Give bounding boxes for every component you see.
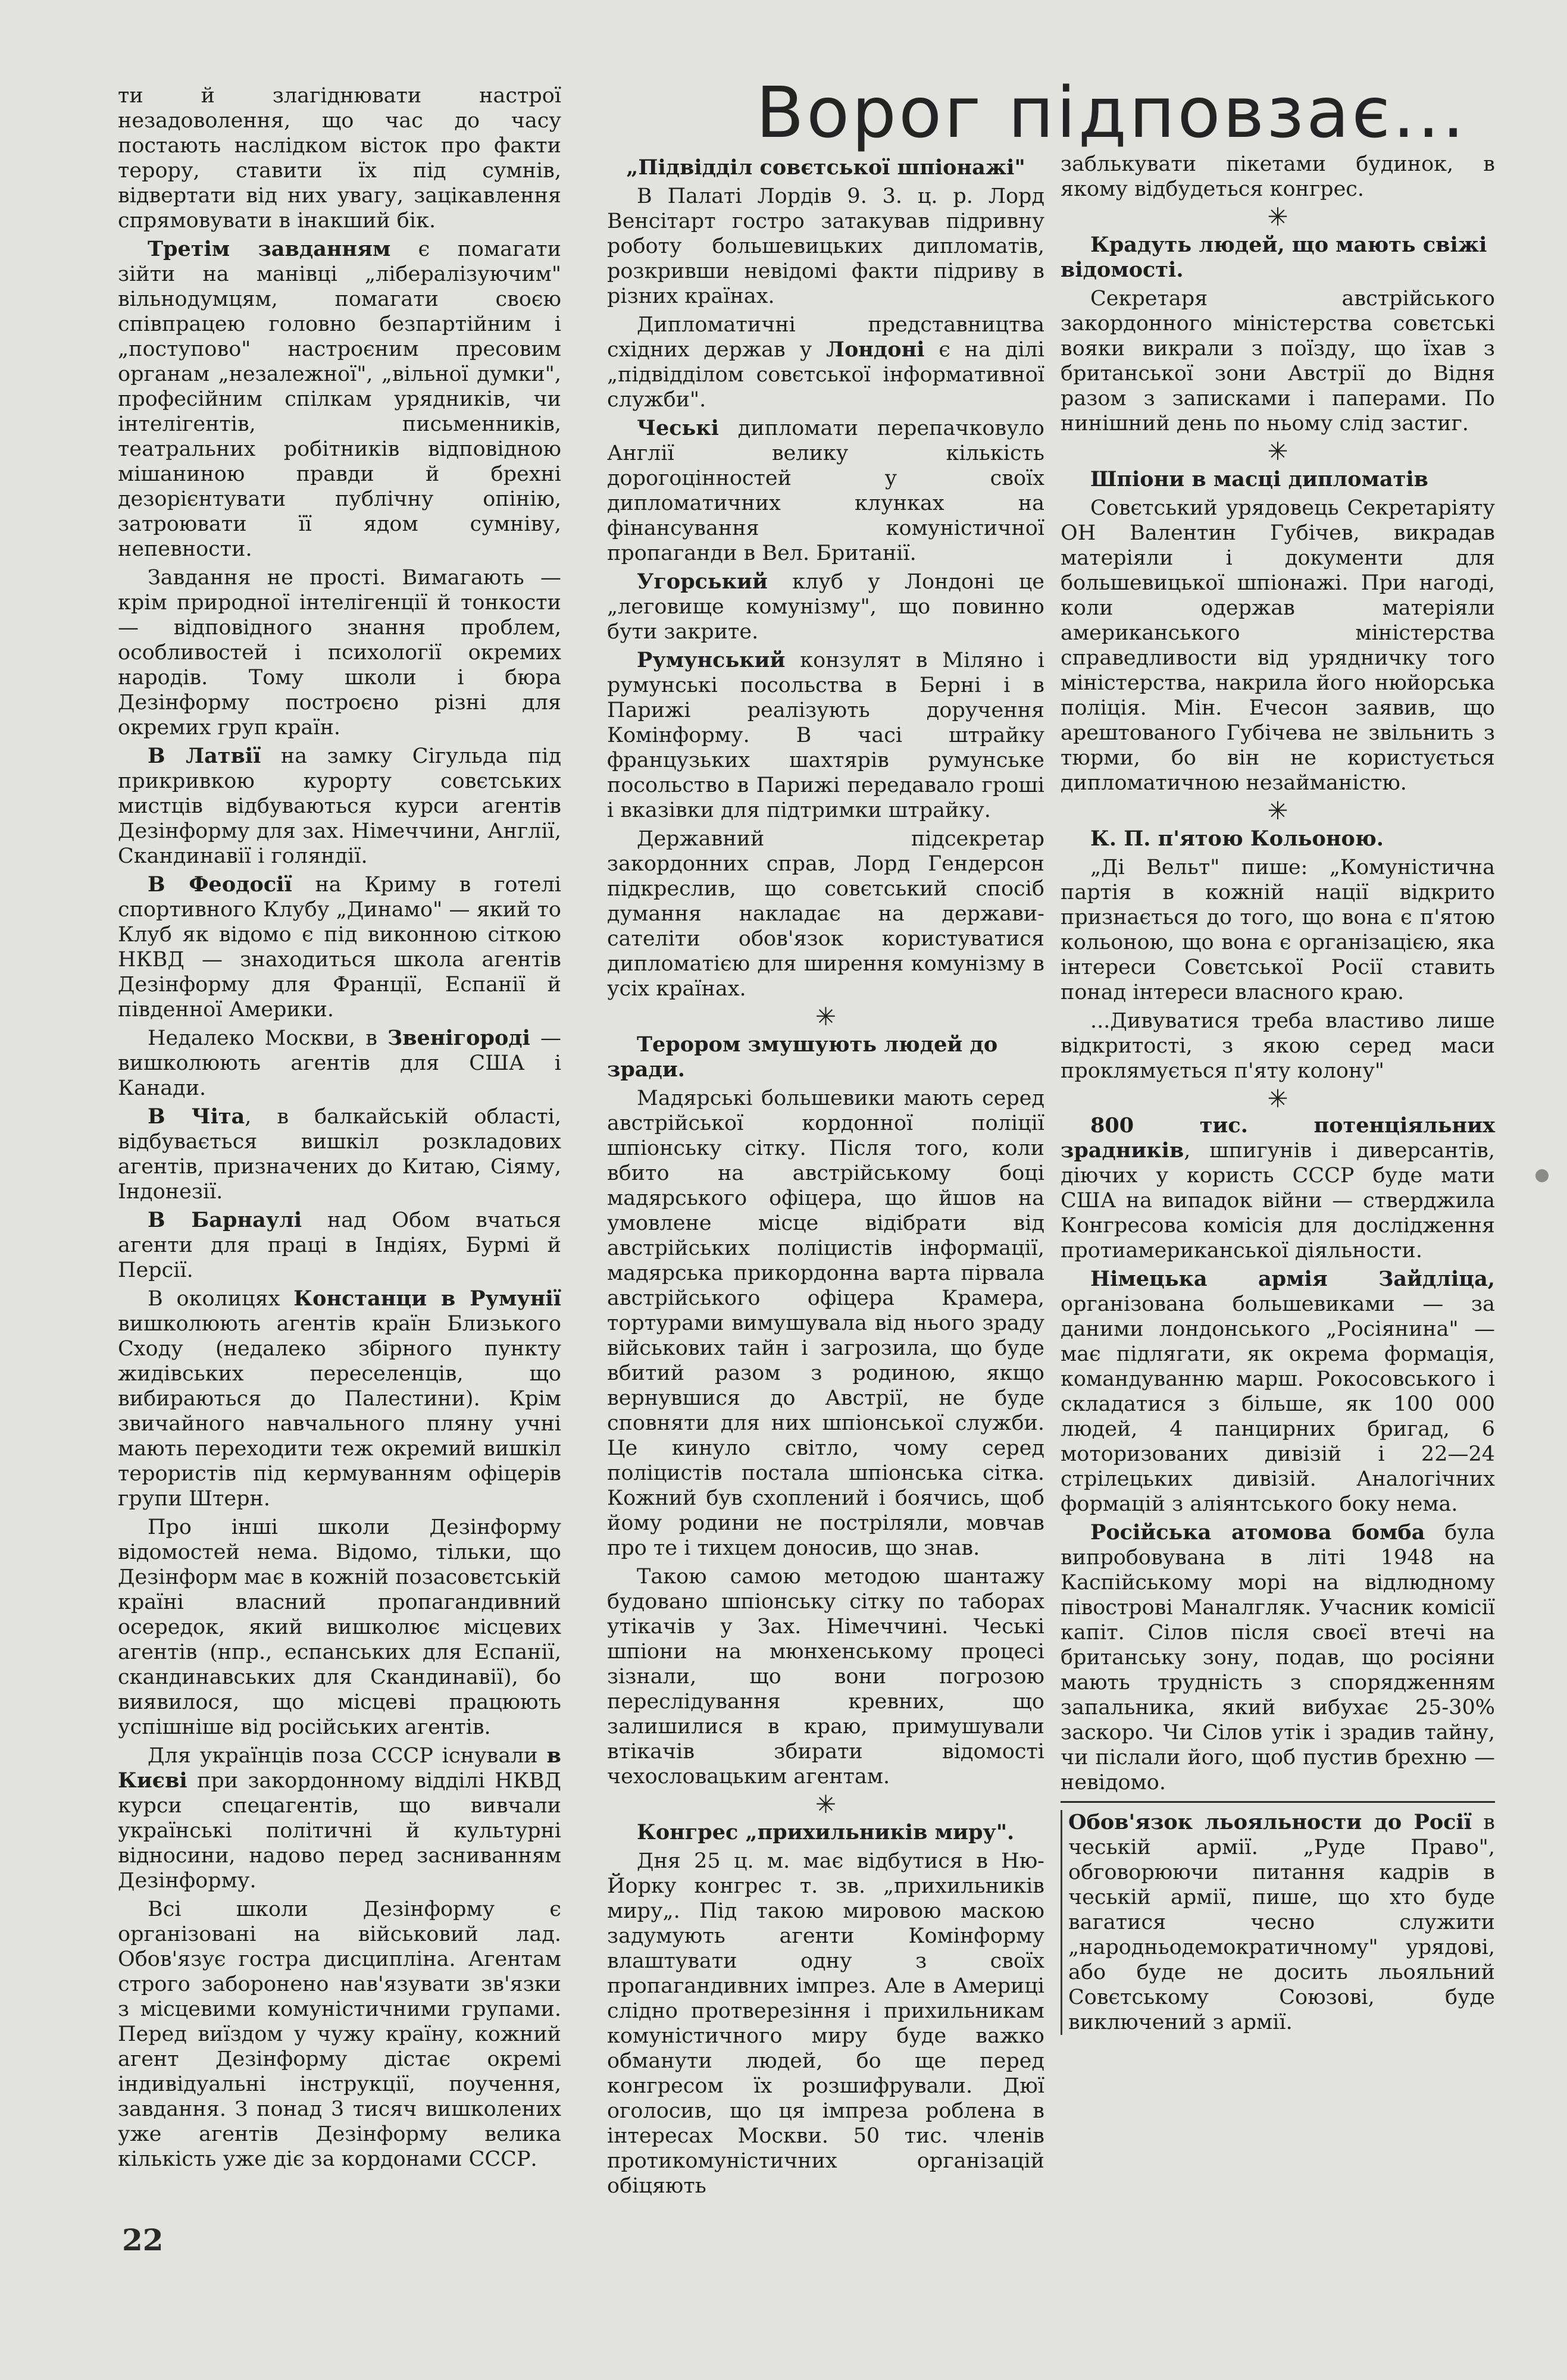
col3-paragraph <box>1061 1113 1495 1263</box>
col3-paragraph: заблькувати пікетами будинок, в якому відбудеться конгрес. <box>1061 152 1495 201</box>
paper-speck <box>1535 1169 1549 1182</box>
col3-paragraph: „Ді Вельт" пише: „Комуністична партія в кожній нації відкрито признається до того, що вона є п'ятою кольоною, що вона є організацією, яка інтереси Совєтської Росії ставить понад інтереси власного краю. <box>1061 856 1495 1004</box>
col2-paragraph <box>607 312 1044 412</box>
col2-lead-bold: Лондоні <box>826 337 925 362</box>
col1-lead-bold: В Латвії <box>148 744 261 768</box>
col2-text: є на ділі „підвідділом совєтської інформативної служби". <box>607 338 1044 412</box>
col1-paragraph <box>118 1208 561 1283</box>
col1-paragraph <box>118 1026 561 1101</box>
col1-text: є помагати зійти на манівці „лібералізуючим" вільнодумцям, помагати своєю співпрацею головно безпартійним і „поступово" настроєним пресовим органам „незалежної", „вільної думки", професійним спілкам урядників, чи інтелігентів, письменників, театральних робітників відповідною мішаниною правди й брехні дезорієнтувати публічну опінію, затроювати її ядом сумніву, непевности. <box>118 237 561 561</box>
section-heading: Крадуть людей, що мають свіжі відомості. <box>1061 233 1487 282</box>
col1-paragraph: ти й злагіднювати настрої незадоволення, що час до часу постають наслідком вісток про факти терору, ставити їх під сумнів, відвертати від них увагу, зацікавлення спрямовувати в інакший бік. <box>118 84 561 233</box>
asterisk-divider: ✳ <box>1267 437 1288 466</box>
page-number: 22 <box>122 2222 164 2257</box>
col3-paragraph: Секретаря австрійського закордонного міністерства совєтські вояки викрали з поїзду, що їхав з британської зони Австрії до Відня разом з записками і паперами. По нинішний день по ньому слід застиг. <box>1061 287 1495 436</box>
col1-paragraph: Про інші школи Дезінформу відомостей нема. Відомо, тільки, що Дезінформ має в кожній позасовєтській країні власний пропагандивний осередок, який вишколює місцевих агентів (нпр., еспанських для Еспанії, скандинавських для Скандинавії), бо виявилося, що місцеві працюють успішніше від російських агентів. <box>118 1515 561 1739</box>
asterisk-divider: ✳ <box>815 1002 837 1031</box>
asterisk-divider: ✳ <box>815 1790 837 1819</box>
column-1 <box>118 83 561 2175</box>
col1-paragraph <box>118 1104 561 1204</box>
col2-lead-bold: Угорський <box>637 569 768 594</box>
col3-lead-bold: 800 тис. потенціяльних зрадників <box>1061 1113 1495 1163</box>
asterisk-divider: ✳ <box>1267 1084 1288 1113</box>
horizontal-rule <box>1061 1801 1495 1803</box>
col1-lead-bold: В Барнаулі <box>148 1208 302 1232</box>
col2-text: клуб у Лондоні це „леговище комунізму", що повинно бути закрите. <box>607 570 1044 644</box>
col1-lead-bold: В Чіта <box>148 1104 245 1129</box>
col3-paragraph <box>1061 1810 1495 2035</box>
section-heading: Шпіони в масці дипломатів <box>1090 467 1428 491</box>
col1-lead-bold: Звенігороді <box>387 1026 530 1050</box>
col2-text: конзулят в Міляно і румунські посольства в Берні і в Парижі реалізують доручення Комінформу. В часі штрайку французьких шахтярів румунське посольство в Парижі передавало гроші і вказівки для підтримки штрайку. <box>607 649 1044 822</box>
col3-paragraph: Совєтський урядовець Секретаріяту ОН Валентин Губічев, викрадав матеріяли і документи для большевицької шпіонажі. При нагоді, коли одержав матеріяли американського міністерства справедливости від урядничку того міністерства, накрила його нюйорська поліція. Мін. Ечесон заявив, що арештованого Губічева не звільнить з тюрми, бо він не користується дипломатичною незайманістю. <box>1061 496 1495 795</box>
section-heading: К. П. п'ятою Кольоною. <box>1090 826 1384 851</box>
col1-lead-bold: в Києві <box>118 1743 561 1793</box>
col3-paragraph <box>1061 1267 1495 1517</box>
col1-text: на замку Сігульда під прикривкою курорту совєтських мистців відбуваються курси агентів Дезінформу для зах. Німеччини, Англії, Скандинавії і голяндії. <box>118 744 561 868</box>
col3-lead-bold: Німецька армія Зайдліца, <box>1090 1267 1495 1291</box>
col1-text: Недалеко Москви, в <box>148 1026 387 1050</box>
headline: Ворог підповзає... <box>756 71 1467 154</box>
col2-text: Дипломатичні представництва східних держав у <box>607 313 1044 362</box>
col2-paragraph: В Палаті Лордів 9. 3. ц. р. Лорд Венсітарт гостро затакував підривну роботу большевицьких дипломатів, розкривши невідомі факти підриву в різних країнах. <box>607 184 1044 308</box>
col3-text: в чеській армії. „Руде Право", обговорюючи питання кадрів в чеській армії, пише, що хто буде вагатися чесно служити „народньодемократичному" урядові, або буде не досить льояльний Совєтському Союзові, буде виключений з армії. <box>1068 1811 1495 2034</box>
col1-paragraph <box>118 1743 561 1893</box>
col3-lead-bold: Російська атомова бомба <box>1090 1520 1425 1545</box>
col3-text: була випробовувана в літі 1948 на Каспійському морі на відлюдному півострові Маналгляк. Учасник комісії капіт. Сілов після своєї втечі на британську зону, подав, що росіяни мають трудність з спорядженням запальника, який вибухає 25-30% заскоро. Чи Сілов утік і зрадив тайну, чи післали його, щоб пустив брехню — невідомо. <box>1061 1521 1495 1795</box>
col1-lead-bold: В Феодосії <box>148 872 292 897</box>
col2-text: дипломати перепачковуло Англії велику кількість дорогоцінностей у своїх дипломатичних клунках на фінансування комуністичної пропаганди в Вел. Британії. <box>607 416 1044 565</box>
col1-text: Для українців поза СССР існували <box>148 1744 547 1768</box>
col1-text: на Криму в готелі спортивного Клубу „Динамо" — який то Клуб як відомо є під виконною сіткою НКВД — знаходиться школа агентів Дезінформу для Франції, Еспанії й південної Америки. <box>118 873 562 1022</box>
col1-lead-bold: Констанци в Румунії <box>293 1286 561 1311</box>
col1-lead-bold: Третім завданням <box>148 237 391 261</box>
col1-paragraph <box>118 237 561 562</box>
section-heading: „Підвідділ совєтської шпіонажі" <box>626 155 1025 180</box>
col1-text: при закордонному відділі НКВД курси спецагентів, що вивчали українські політичні й культурні відносини, надово перед засниванням Дезінформу. <box>118 1769 561 1893</box>
col2-lead-bold: Румунський <box>637 648 786 672</box>
col1-text: —вишколюють агентів для США і Канади. <box>118 1026 561 1100</box>
col1-paragraph <box>118 872 561 1022</box>
col1-text: вишколюють агентів країн Близького Сходу (недалеко збірного пункту жидівських переселенців, що вибираються до Палестини). Крім звичайного навчального пляну учні мають переходити теж окремий вишкіл терористів під кермуванням офіцерів групи Штерн. <box>118 1312 561 1511</box>
col3-text: організована большевиками — за даними лондонського „Росіянина" — має підлягати, як окрема формація, командуванню марш. Рокосовського і складатися з більше, як 100 000 людей, 4 панцирних бригад, 6 моторизованих дивізій і 22—24 стрілецьких дивізій. Аналогічних формацій з аліянтського боку нема. <box>1061 1292 1495 1516</box>
section-heading: Терором змушують людей до зради. <box>607 1032 998 1082</box>
col1-text: над Обом вчаться агенти для праці в Індіях, Бурмі й Персії. <box>118 1208 561 1282</box>
col2-paragraph: Мадярські большевики мають серед австрійської кордонної поліції шпіонську сітку. Після того, коли вбито на австрійському боці мадярського офіцера, що йшов на умовлене місце відібрати від австрійських поліцистів інформації, мадярська прикордонна варта пірвала австрійського офіцера Крамера, тортурами вимушувала від нього зраду військових тайн і загрозила, що буде вбитий разом з родиною, якщо вернувшися до Австрії, не буде сповняти для них шпіонської служби. Це кинуло світло, чому серед поліцистів постала шпіонська сітка. Кожний був схоплений і боячись, щоб йому родини не постріляли, мовчав про те і тихцем доносив, що знав. <box>607 1086 1044 1560</box>
col1-paragraph: Завдання не прості. Вимагають — крім природної інтелігенції й тонкости — відповідного знання проблем, особливостей і психології окремих народів. Тому школи і бюра Дезінформу построєно різні для окремих груп країн. <box>118 566 561 740</box>
section-heading: Конгрес „прихильників миру". <box>637 1820 1015 1844</box>
column-3 <box>1061 152 1495 2038</box>
col2-paragraph: Дня 25 ц. м. має відбутися в Ню-Йорку конгрес т. зв. „прихильників миру„. Під такою мировою маскою задумують агенти Комінформу влаштувати одну з своїх пропагандивних імпрез. Але в Америці слідно протверезіння і прихильникам комуністичного миру буде важко обманути людей, бо ще перед конгресом їх розшифрували. Дюї оголосив, що ця імпреза роблена в інтересах Москви. 50 тис. членів протикомуністичних організацій обіцяють <box>607 1849 1044 2198</box>
col2-lead-bold: Чеські <box>637 416 719 440</box>
col2-paragraph <box>607 416 1044 566</box>
column-2 <box>607 152 1044 2202</box>
col3-text: , шпигунів і диверсантів, діючих у користь СССР буде мати США на випадок війни — стверджила Конгресова комісія для дослідження протиамериканської діяльности. <box>1061 1139 1495 1263</box>
col1-paragraph <box>118 744 561 869</box>
asterisk-divider: ✳ <box>1267 796 1288 825</box>
col2-paragraph <box>607 648 1044 823</box>
col2-paragraph <box>607 569 1044 644</box>
col3-paragraph <box>1061 1520 1495 1795</box>
asterisk-divider: ✳ <box>1267 202 1288 231</box>
col3-paragraph: ...Дивуватися треба властиво лише відкритості, з якою серед маси проклямується п'яту колону" <box>1061 1009 1495 1083</box>
col1-text: , в балкайській області, відбувається вишкіл розкладових агентів, призначених до Китаю, Сіяму, Індонезії. <box>118 1105 561 1204</box>
col2-paragraph: Такою самою методою шантажу будовано шпіонську сітку по таборах утікачів у Зах. Німеччині. Чеські шпіони на мюнхенському процесі зізнали, що вони погрозою переслідування кревних, що залишилися в краю, примушували втікачів збирати відомості чехословацьким агентам. <box>607 1565 1044 1789</box>
col1-text: В околицях <box>148 1287 294 1311</box>
col1-paragraph <box>118 1286 561 1511</box>
col1-paragraph: Всі школи Дезінформу є організовані на військовий лад. Обов'язує гостра дисципліна. Агентам строго заборонено нав'язувати зв'язки з місцевими комуністичними групами. Перед виїздом у чужу країну, кожний агент Дезінформу дістає окремі індивідуальні інструкції, поучення, завдання. З понад 3 тисяч вишколених уже агентів Дезінформу велика кількість уже діє за кордонами СССР. <box>118 1897 561 2171</box>
col3-lead-bold: Обов'язок льояльности до Росії <box>1068 1810 1472 1834</box>
col2-paragraph: Державний підсекретар закордонних справ, Лорд Гендерсон підкреслив, що совєтський спосіб думання накладає на держави-сателіти обов'язок користуватися дипломатією для ширення комунізму в усіх країнах. <box>607 827 1044 1001</box>
